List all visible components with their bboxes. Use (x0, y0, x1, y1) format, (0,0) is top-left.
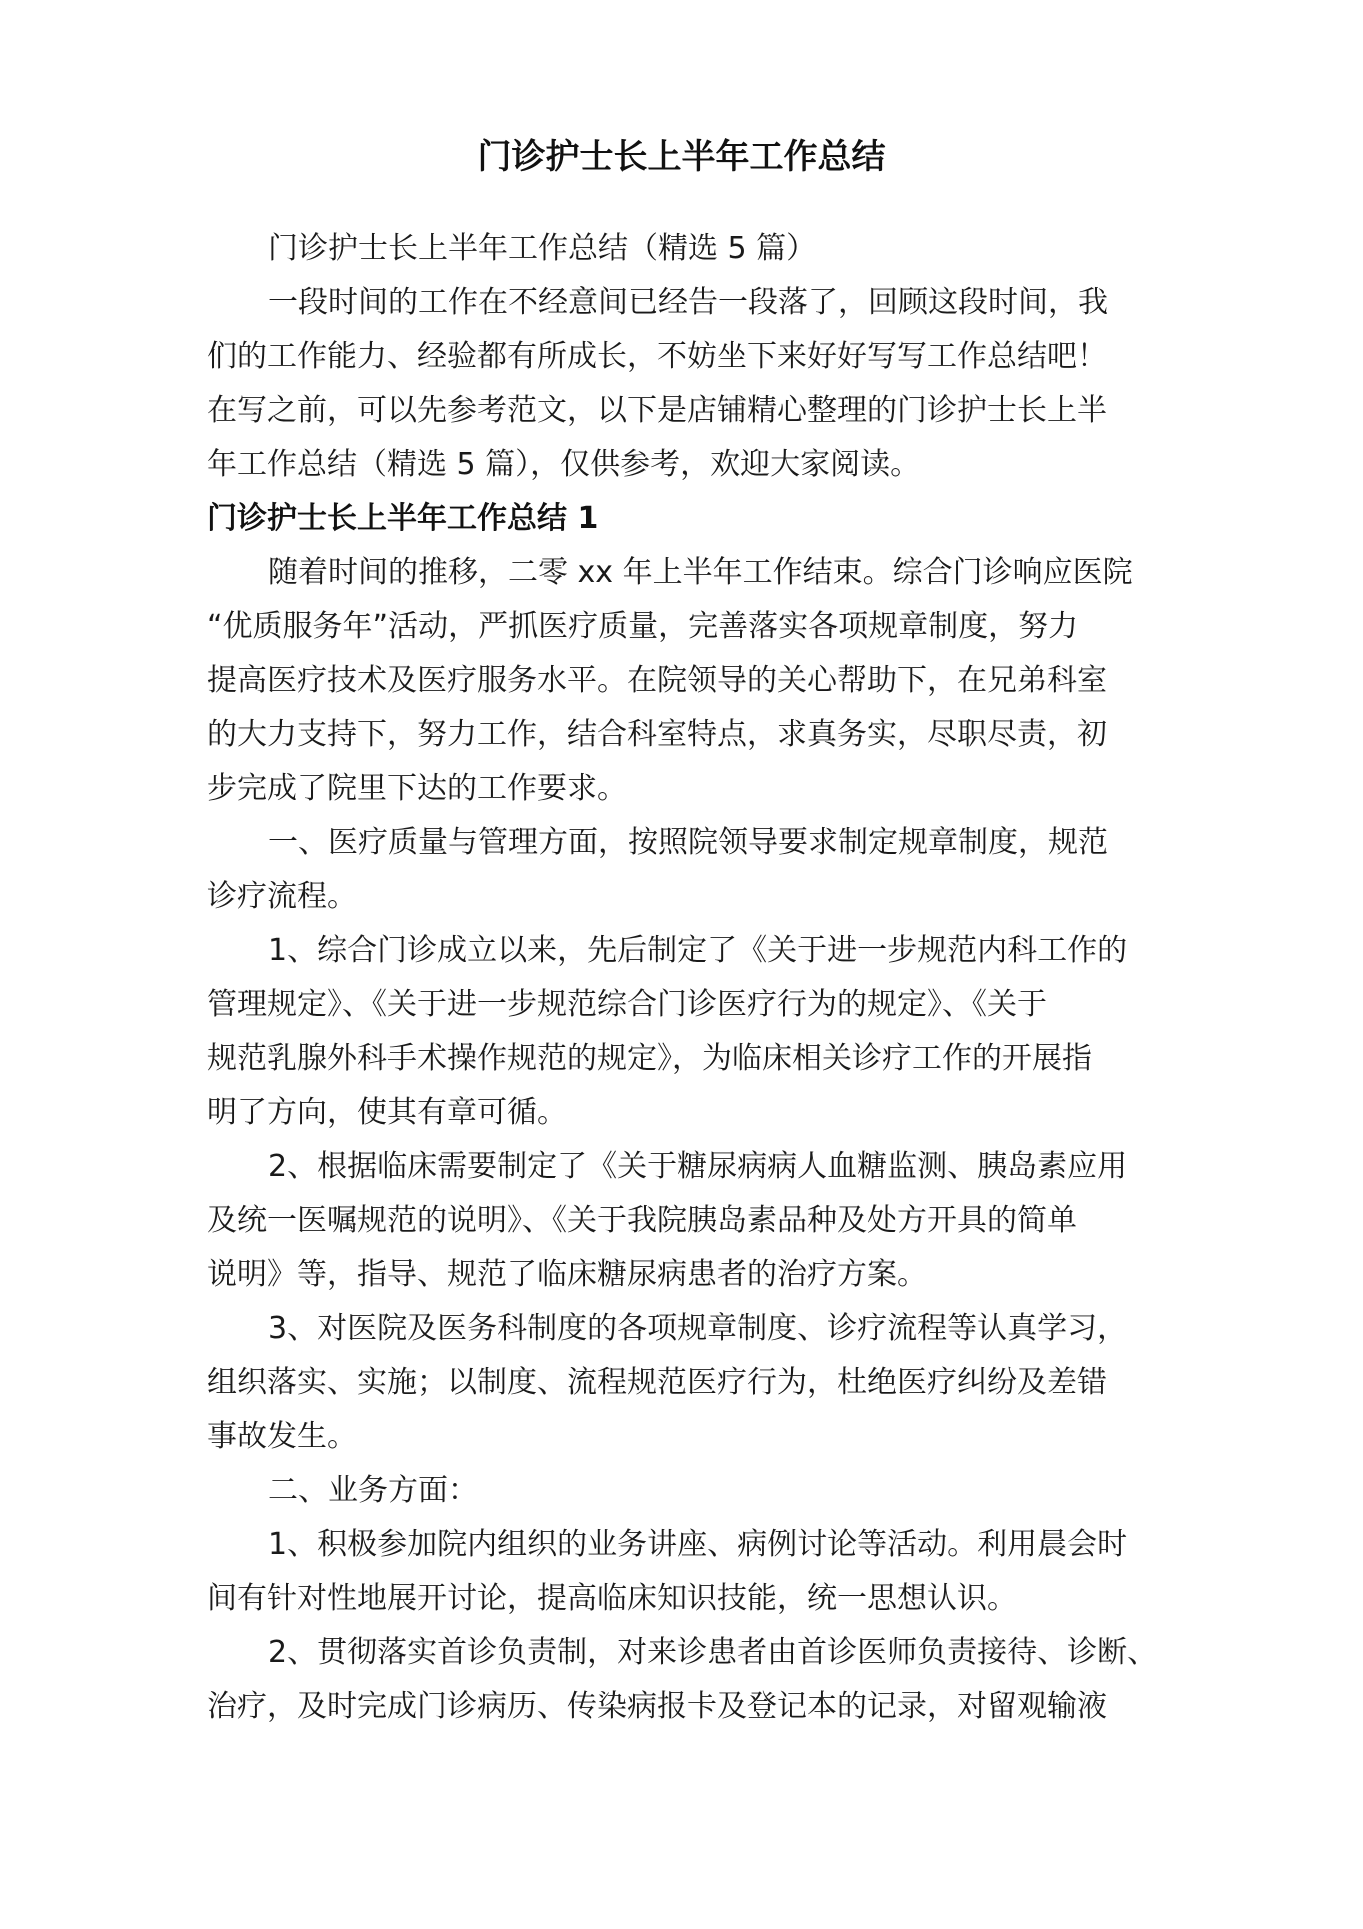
text-line: 1、综合门诊成立以来，先后制定了《关于进一步规范内科工作的 (268, 933, 1128, 968)
text-line: 管理规定》、《关于进一步规范综合门诊医疗行为的规定》、《关于 (207, 987, 1047, 1022)
text-line: 年工作总结（精选 5 篇），仅供参考，欢迎大家阅读。 (207, 447, 921, 482)
text-line: 事故发生。 (207, 1419, 357, 1454)
section-heading: 门诊护士长上半年工作总结 1 (207, 501, 599, 536)
subtitle-line: 门诊护士长上半年工作总结（精选 5 篇） (268, 231, 817, 266)
text-line: 一、医疗质量与管理方面，按照院领导要求制定规章制度，规范 (268, 825, 1108, 860)
paragraph-6 (207, 1464, 1175, 1518)
paragraph-5 (207, 1302, 1175, 1464)
text-line: 2、贯彻落实首诊负责制，对来诊患者由首诊医师负责接待、诊断、 (268, 1635, 1158, 1670)
text-line: 随着时间的推移，二零 xx 年上半年工作结束。综合门诊响应医院 (268, 555, 1133, 590)
text-line: 们的工作能力、经验都有所成长，不妨坐下来好好写写工作总结吧！ (207, 339, 1107, 374)
text-line: 明了方向，使其有章可循。 (207, 1095, 567, 1130)
text-line: 治疗，及时完成门诊病历、传染病报卡及登记本的记录，对留观输液 (207, 1689, 1107, 1724)
intro-paragraph (207, 276, 1175, 492)
paragraph-8 (207, 1626, 1175, 1734)
paragraph-7 (207, 1518, 1175, 1626)
paragraph-1 (207, 546, 1175, 816)
subtitle (207, 222, 1175, 276)
paragraph-3 (207, 924, 1175, 1140)
text-line: 说明》等，指导、规范了临床糖尿病患者的治疗方案。 (207, 1257, 927, 1292)
document-title: 门诊护士长上半年工作总结 (477, 137, 886, 177)
text-line: 及统一医嘱规范的说明》、《关于我院胰岛素品种及处方开具的简单 (207, 1203, 1077, 1238)
document-body (207, 222, 1175, 1734)
paragraph-2 (207, 816, 1175, 924)
text-line: 步完成了院里下达的工作要求。 (207, 771, 627, 806)
text-line: 1、积极参加院内组织的业务讲座、病例讨论等活动。利用晨会时 (268, 1527, 1128, 1562)
text-line: 一段时间的工作在不经意间已经告一段落了，回顾这段时间，我 (268, 285, 1108, 320)
text-line: “优质服务年”活动，严抓医疗质量，完善落实各项规章制度，努力 (207, 609, 1079, 644)
text-line: 2、根据临床需要制定了《关于糖尿病病人血糖监测、胰岛素应用 (268, 1149, 1128, 1184)
text-line: 诊疗流程。 (207, 879, 357, 914)
text-line: 提高医疗技术及医疗服务水平。在院领导的关心帮助下，在兄弟科室 (207, 663, 1107, 698)
text-line: 的大力支持下，努力工作，结合科室特点，求真务实，尽职尽责，初 (207, 717, 1107, 752)
text-line: 3、对医院及医务科制度的各项规章制度、诊疗流程等认真学习， (268, 1311, 1128, 1346)
text-line: 间有针对性地展开讨论，提高临床知识技能，统一思想认识。 (207, 1581, 1017, 1616)
paragraph-4 (207, 1140, 1175, 1302)
text-line: 规范乳腺外科手术操作规范的规定》，为临床相关诊疗工作的开展指 (207, 1041, 1092, 1076)
text-line: 在写之前，可以先参考范文，以下是店铺精心整理的门诊护士长上半 (207, 393, 1107, 428)
text-line: 组织落实、实施；以制度、流程规范医疗行为，杜绝医疗纠纷及差错 (207, 1365, 1107, 1400)
text-line: 二、业务方面： (268, 1473, 478, 1508)
